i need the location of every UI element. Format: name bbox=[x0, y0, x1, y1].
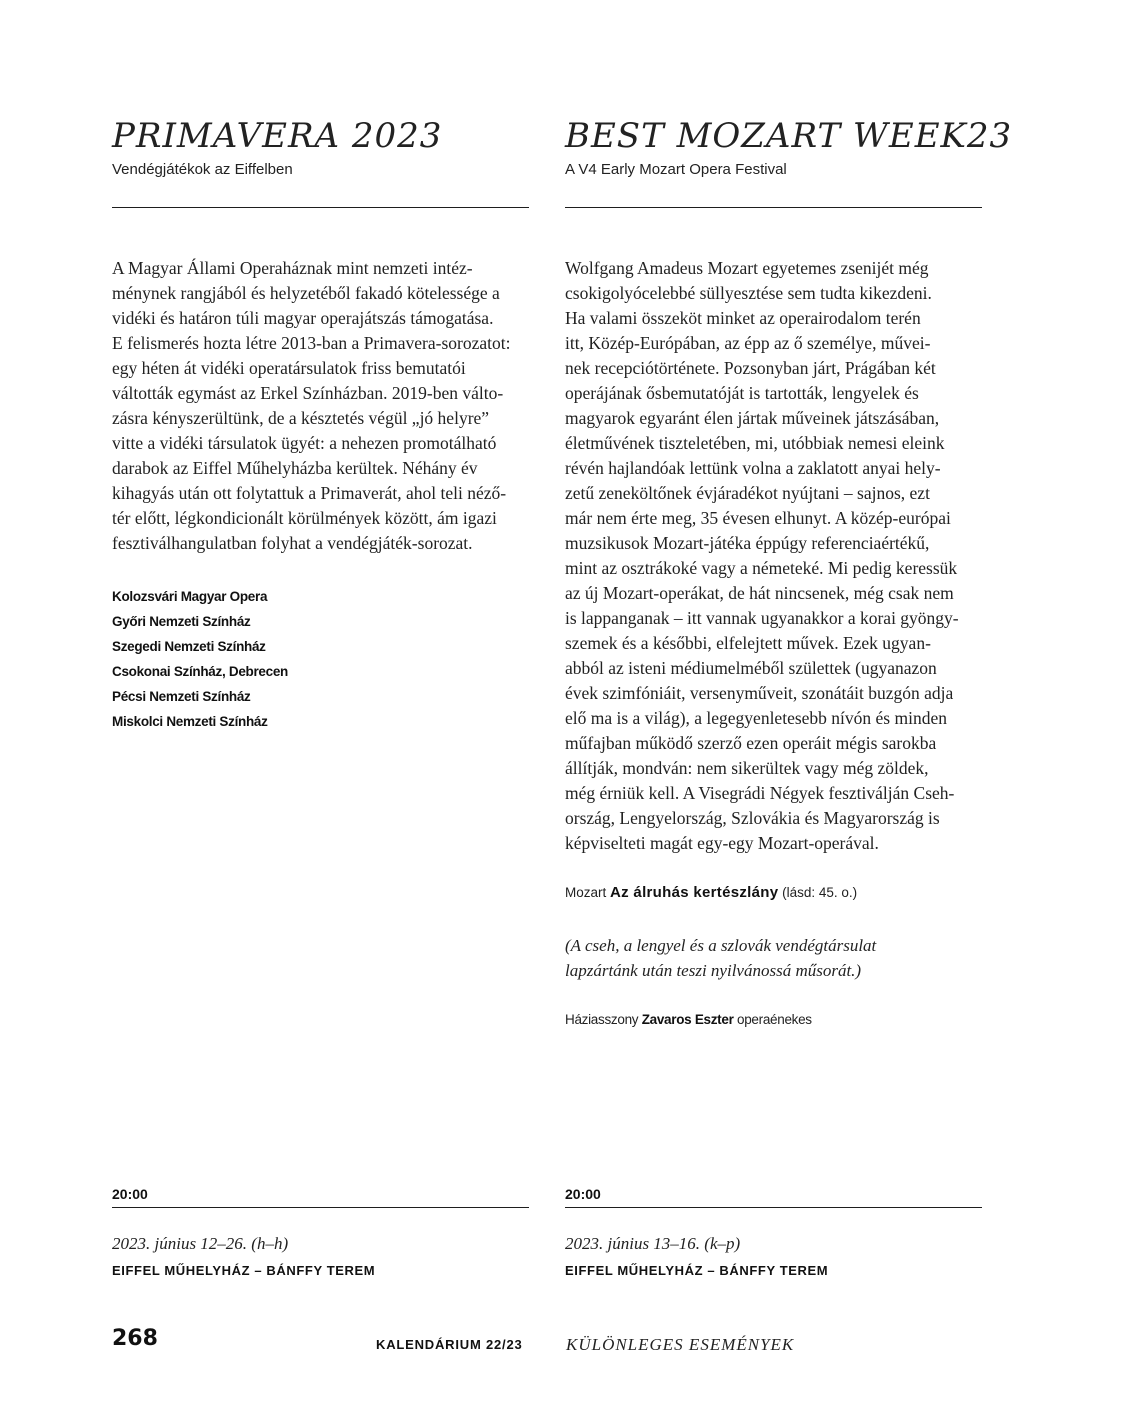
mozart-title: BEST MOZART WEEK23 bbox=[565, 116, 1013, 156]
body-line: operájának ősbemutatóját is tartották, lengyelek és bbox=[565, 383, 919, 403]
venue-list-item: Szegedi Nemzeti Színház bbox=[112, 639, 266, 654]
body-line: E felismerés hozta létre 2013-ban a Primavera-sorozatot: bbox=[112, 333, 511, 353]
venue-list-item: Csokonai Színház, Debrecen bbox=[112, 664, 288, 679]
mozart-body bbox=[565, 256, 990, 856]
body-line: elő ma is a világ), a legegyenletesebb nívón és minden bbox=[565, 708, 947, 728]
primavera-title: PRIMAVERA 2023 bbox=[112, 116, 443, 156]
body-line: itt, Közép-Európában, az épp az ő személye, művei- bbox=[565, 333, 931, 353]
body-line: még érniük kell. A Visegrádi Négyek fesztiválján Cseh- bbox=[565, 783, 955, 803]
body-line: zásra kényszerültünk, de a késztetés végül „jó helyre” bbox=[112, 408, 490, 428]
venue-list-item: Kolozsvári Magyar Opera bbox=[112, 589, 268, 604]
body-line: egy héten át vidéki operatársulatok friss bemutatói bbox=[112, 358, 466, 378]
body-line: műfajban működő szerző ezen operáit mégis sarokba bbox=[565, 733, 937, 753]
program-entry bbox=[565, 884, 857, 901]
top-divider bbox=[565, 207, 982, 208]
body-line: csokigolyócelebbé süllyesztése sem tudta kikezdeni. bbox=[565, 283, 932, 303]
body-line: Wolfgang Amadeus Mozart egyetemes zsenijét még bbox=[565, 258, 929, 278]
event-date: 2023. június 12–26. (h–h) bbox=[112, 1234, 289, 1253]
venue-list-item: Győri Nemzeti Színház bbox=[112, 614, 251, 629]
event-time: 20:00 bbox=[112, 1186, 148, 1202]
event-venue: EIFFEL MŰHELYHÁZ – BÁNFFY TEREM bbox=[565, 1263, 829, 1278]
body-line: szemek és a későbbi, elfelejtett művek. Ezek ugyan- bbox=[565, 633, 931, 653]
body-line: vitte a vidéki társulatok ügyét: a nehezen promotálható bbox=[112, 433, 497, 453]
bottom-divider bbox=[565, 1207, 982, 1208]
program-composer: Mozart bbox=[565, 885, 607, 900]
body-line: tér előtt, légkondicionált körülmények között, ám igazi bbox=[112, 508, 497, 528]
body-line: magyarok egyaránt élen jártak műveinek játszásában, bbox=[565, 408, 940, 428]
body-line: kihagyás után ott folytattuk a Primaverát, ahol teli néző- bbox=[112, 483, 507, 503]
body-line: darabok az Eiffel Műhelyházba kerültek. Néhány év bbox=[112, 458, 478, 478]
body-line: ország, Lengyelország, Szlovákia és Magyarország is bbox=[565, 808, 940, 828]
section-name: KÜLÖNLEGES ESEMÉNYEK bbox=[566, 1335, 795, 1354]
body-line: már nem érte meg, 35 évesen elhunyt. A közép-európai bbox=[565, 508, 951, 528]
body-line: muzsikusok Mozart-játéka éppúgy referenciaértékű, bbox=[565, 533, 930, 553]
program-work-title: Az álruhás kertészlány bbox=[610, 884, 779, 901]
event-date: 2023. június 13–16. (k–p) bbox=[565, 1234, 741, 1253]
bottom-divider bbox=[112, 1207, 529, 1208]
body-line: Ha valami összeköt minket az operairodalom terén bbox=[565, 308, 921, 328]
body-line: révén hajlandóak lettünk volna a zaklatott anyai hely- bbox=[565, 458, 941, 478]
top-divider bbox=[112, 207, 529, 208]
primavera-body bbox=[112, 256, 537, 556]
body-line: életművének tiszteletében, mi, utóbbiak nemesi eleink bbox=[565, 433, 945, 453]
body-line: fesztiválhangulatban folyhat a vendégjáték-sorozat. bbox=[112, 533, 473, 553]
body-line: az új Mozart-operákat, de hát nincsenek, még csak nem bbox=[565, 583, 954, 603]
note-line: (A cseh, a lengyel és a szlovák vendégtársulat bbox=[565, 936, 877, 955]
body-line: állítják, mondván: nem sikerültek vagy még zöldek, bbox=[565, 758, 929, 778]
program-note bbox=[565, 933, 876, 983]
body-line: nek recepciótörténete. Pozsonyban járt, Prágában két bbox=[565, 358, 936, 378]
publication-name: KALENDÁRIUM 22/23 bbox=[376, 1337, 523, 1352]
host-credit bbox=[565, 1012, 812, 1027]
body-line: ménynek rangjából és helyzetéből fakadó kötelessége a bbox=[112, 283, 500, 303]
mozart-subtitle: A V4 Early Mozart Opera Festival bbox=[565, 161, 787, 178]
body-line: évek szimfóniáit, versenyműveit, szonátáit buzgón adja bbox=[565, 683, 954, 703]
body-line: is lappanganak – itt vannak ugyanakkor a korai gyöngy- bbox=[565, 608, 959, 628]
body-line: váltották egymást az Erkel Színházban. 2019-ben válto- bbox=[112, 383, 504, 403]
host-role: Háziasszony bbox=[565, 1012, 639, 1027]
body-line: A Magyar Állami Operaháznak mint nemzeti intéz- bbox=[112, 258, 473, 278]
program-page-reference: (lásd: 45. o.) bbox=[782, 885, 858, 900]
host-title: operaénekes bbox=[737, 1012, 812, 1027]
body-line: vidéki és határon túli magyar operajátszás támogatása. bbox=[112, 308, 494, 328]
body-line: mint az osztrákoké vagy a németeké. Mi pedig keressük bbox=[565, 558, 958, 578]
body-line: képviselteti magát egy-egy Mozart-operával. bbox=[565, 833, 879, 853]
event-time: 20:00 bbox=[565, 1186, 601, 1202]
body-line: abból az isteni médiumelméből születtek (ugyanazon bbox=[565, 658, 937, 678]
page-number: 268 bbox=[112, 1326, 158, 1351]
host-name: Zavaros Eszter bbox=[641, 1012, 734, 1027]
event-venue: EIFFEL MŰHELYHÁZ – BÁNFFY TEREM bbox=[112, 1263, 376, 1278]
body-line: zetű zeneköltőnek évjáradékot nyújtani – sajnos, ezt bbox=[565, 483, 930, 503]
note-line: lapzártánk után teszi nyilvánossá műsorát.) bbox=[565, 961, 862, 980]
venue-list bbox=[112, 584, 288, 734]
venue-list-item: Miskolci Nemzeti Színház bbox=[112, 714, 268, 729]
primavera-subtitle: Vendégjátékok az Eiffelben bbox=[112, 161, 293, 178]
venue-list-item: Pécsi Nemzeti Színház bbox=[112, 689, 251, 704]
